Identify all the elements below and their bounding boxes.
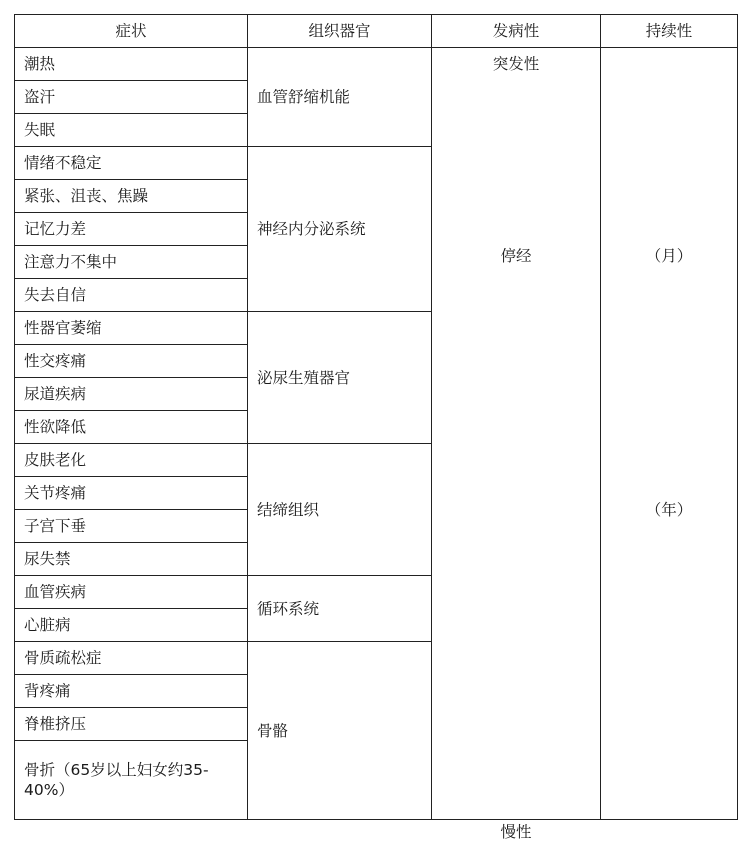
symptom-cell: 性欲降低 [15,411,248,444]
header-organ: 组织器官 [248,15,432,48]
duration-months-label: （月） [645,247,693,265]
organ-cell: 循环系统 [248,576,432,642]
symptom-cell: 失眠 [15,114,248,147]
symptom-cell: 尿道疾病 [15,378,248,411]
symptom-cell: 盗汗 [15,81,248,114]
symptom-cell: 紧张、沮丧、焦躁 [15,180,248,213]
symptom-cell: 骨质疏松症 [15,642,248,675]
onset-acute-label: 突发性 [492,55,540,73]
symptom-cell: 心脏病 [15,609,248,642]
symptom-cell: 记忆力差 [15,213,248,246]
duration-years-label: （年） [645,501,693,519]
symptom-cell: 背疼痛 [15,675,248,708]
onset-cell [432,48,601,841]
symptom-cell: 血管疾病 [15,576,248,609]
symptom-cell: 潮热 [15,48,248,81]
symptom-cell: 皮肤老化 [15,444,248,477]
symptom-cell: 骨折（65岁以上妇女约35-40%） [15,741,248,820]
symptom-cell: 关节疼痛 [15,477,248,510]
organ-cell: 血管舒缩机能 [248,48,432,147]
header-row [15,15,738,48]
symptom-cell: 子宫下垂 [15,510,248,543]
organ-cell: 神经内分泌系统 [248,147,432,312]
onset-menopause-label: 停经 [500,247,532,265]
header-symptom: 症状 [15,15,248,48]
symptom-cell: 失去自信 [15,279,248,312]
symptom-cell: 尿失禁 [15,543,248,576]
symptom-cell: 性器官萎缩 [15,312,248,345]
duration-cell [601,48,738,820]
organ-cell: 骨骼 [248,642,432,820]
symptom-table [14,14,738,841]
symptom-cell: 性交疼痛 [15,345,248,378]
organ-cell: 结缔组织 [248,444,432,576]
symptom-cell: 注意力不集中 [15,246,248,279]
table-row [15,48,738,81]
symptom-cell: 脊椎挤压 [15,708,248,741]
symptom-cell: 情绪不稳定 [15,147,248,180]
header-onset: 发病性 [432,15,601,48]
organ-cell: 泌尿生殖器官 [248,312,432,444]
header-duration: 持续性 [601,15,738,48]
onset-chronic-label: 慢性 [500,823,532,841]
